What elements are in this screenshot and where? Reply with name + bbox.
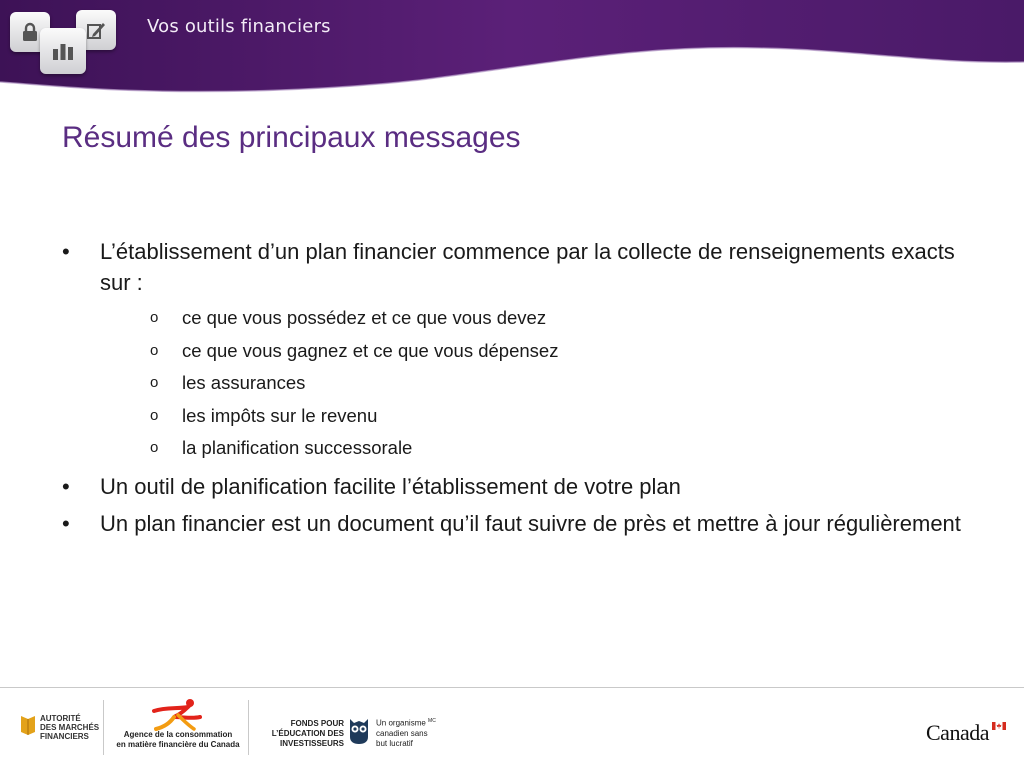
owl-icon <box>348 715 370 745</box>
sub-bullet-marker: o <box>150 309 159 326</box>
acfc-label: Agence de la consommation en matière financière du Canada <box>116 730 240 749</box>
sub-bullet-marker: o <box>150 406 159 424</box>
header-title: Vos outils financiers <box>147 16 331 37</box>
sub-bullet-text: ce que vous gagnez et ce que vous dépensez <box>182 339 559 361</box>
sub-bullet-text: la planification successorale <box>182 437 413 458</box>
bullet-marker: • <box>62 239 70 264</box>
bullet-item <box>62 508 962 539</box>
bullet-item <box>62 471 962 502</box>
sub-bullet-marker: o <box>150 374 159 391</box>
sub-bullet-item <box>100 367 962 400</box>
pencil-edit-icon <box>85 19 107 41</box>
canada-flag-icon <box>992 722 1006 730</box>
sub-bullet-marker: o <box>150 341 159 359</box>
footer-separator <box>103 700 104 755</box>
bar-chart-icon <box>50 40 76 62</box>
amf-label: AUTORITÉ DES MARCHÉS FINANCIERS <box>40 714 100 741</box>
canada-wordmark: Canada <box>926 720 989 745</box>
sub-bullet-item <box>100 335 962 368</box>
sub-bullet-item <box>100 400 962 433</box>
header-band <box>0 0 1024 100</box>
nonprofit-label: Un organisme $^{MC}$ canadien sans but lucratif <box>376 718 436 748</box>
lock-icon <box>19 21 41 43</box>
slide-body <box>62 236 962 545</box>
bullet-text: Un plan financier est un document qu’il faut suivre de près et mettre à jour régulièrement <box>100 510 961 536</box>
fei-label: FONDS POUR L’ÉDUCATION DES INVESTISSEURS <box>271 719 344 748</box>
footer-divider <box>0 687 1024 688</box>
sub-bullet-item <box>100 432 962 465</box>
amf-logo <box>20 712 100 742</box>
sub-bullet-item <box>100 302 962 335</box>
sub-bullet-text: ce que vous possédez et ce que vous devez <box>182 307 547 328</box>
bullet-text: L’établissement d’un plan financier commence par la collecte de renseignements exacts sur : <box>100 239 955 295</box>
header-banner <box>0 0 1024 100</box>
footer-separator <box>248 700 249 755</box>
bullet-item <box>62 236 962 465</box>
sub-bullet-text: les impôts sur le revenu <box>182 404 378 426</box>
sub-bullet-text: les assurances <box>182 372 306 393</box>
sub-bullet-marker: o <box>150 439 159 456</box>
bullet-marker: • <box>62 510 70 536</box>
page-title: Résumé des principaux messages <box>62 121 521 154</box>
sub-bullet-list <box>100 302 962 465</box>
chart-tile <box>40 28 86 74</box>
bullet-marker: • <box>62 473 70 499</box>
acfc-figure-icon <box>148 697 208 731</box>
bullet-text: Un outil de planification facilite l’établissement de votre plan <box>100 473 681 499</box>
amf-book-icon <box>20 714 36 736</box>
